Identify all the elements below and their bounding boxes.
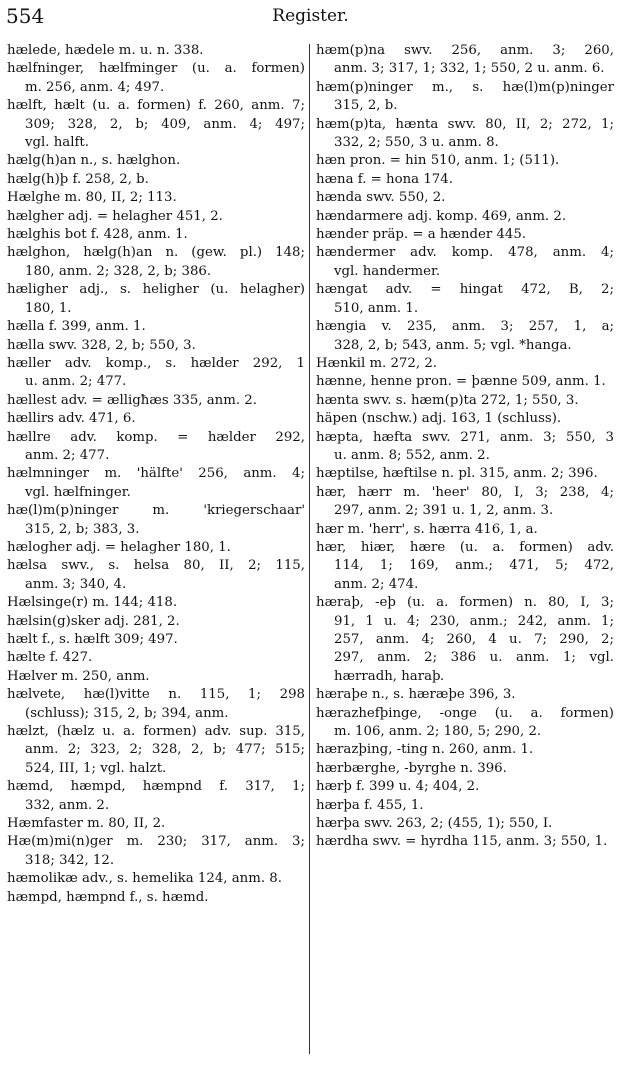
entry-line: Hælsinge(r) m. 144; 418. xyxy=(7,595,178,611)
entry-line: hæpta, hæfta swv. 271, anm. 3; 550, 3 xyxy=(316,429,614,445)
register-entry xyxy=(7,97,305,152)
entry-line: u. anm. 2; 477. xyxy=(25,374,127,390)
register-entry xyxy=(316,705,614,742)
entry-line: vgl. halft. xyxy=(25,135,89,151)
entry-line: hælg(h)an n., s. hælghon. xyxy=(7,153,181,169)
register-entry xyxy=(7,355,305,392)
left-column xyxy=(7,42,305,907)
register-entry xyxy=(316,484,614,521)
register-entry xyxy=(316,79,614,116)
entry-line: vgl. hælfninger. xyxy=(25,484,131,500)
entry-line: hæptilse, hæftilse n. pl. 315, anm. 2; 396. xyxy=(316,466,598,482)
entry-line: m. 256, anm. 4; 497. xyxy=(25,79,165,95)
register-entry xyxy=(316,815,614,833)
entry-line: hær m. 'herr', s. hærra 416, 1, a. xyxy=(316,521,538,537)
register-entry xyxy=(7,594,305,612)
entry-line: hællirs adv. 471, 6. xyxy=(7,411,136,427)
entry-line: anm. 2; 477. xyxy=(25,447,110,463)
entry-line: hænder präp. = a hænder 445. xyxy=(316,227,527,243)
register-entry xyxy=(316,778,614,796)
entry-line: hælla swv. 328, 2, b; 550, 3. xyxy=(7,337,196,353)
entry-line: hælogher adj. = helagher 180, 1. xyxy=(7,539,231,555)
register-entry xyxy=(316,189,614,207)
register-entry xyxy=(7,686,305,723)
entry-line: 309; 328, 2, b; 409, anm. 4; 497; xyxy=(25,116,305,132)
entry-line: hæm(p)ninger m., s. hæ(l)m(p)ninger xyxy=(316,79,614,95)
entry-line: anm. 3; 340, 4. xyxy=(25,576,127,592)
entry-line: hælvete, hæ(l)vitte n. 115, 1; 298 xyxy=(7,687,305,703)
register-entry xyxy=(316,208,614,226)
running-title: Register. xyxy=(272,6,349,26)
register-entry xyxy=(316,429,614,466)
register-entry xyxy=(7,152,305,170)
entry-line: hæm(p)na swv. 256, anm. 3; 260, xyxy=(316,43,614,58)
register-entry xyxy=(316,833,614,851)
entry-line: hændarmere adj. komp. 469, anm. 2. xyxy=(316,208,567,224)
entry-line: 114, 1; 169, anm.; 471, 5; 472, xyxy=(334,558,614,574)
right-column xyxy=(316,42,614,852)
entry-line: hælte f. 427. xyxy=(7,650,93,666)
entry-line: 297, anm. 2; 391 u. 1, 2, anm. 3. xyxy=(334,503,554,519)
entry-line: hæligher adj., s. heligher (u. helagher) xyxy=(7,282,305,298)
entry-line: hæraþe n., s. hæræþe 396, 3. xyxy=(316,687,516,703)
register-entry xyxy=(7,42,305,60)
register-entry xyxy=(7,318,305,336)
entry-line: anm. 1. xyxy=(555,374,606,390)
register-entry xyxy=(7,392,305,410)
register-entry xyxy=(316,465,614,483)
register-entry xyxy=(316,686,614,704)
register-entry xyxy=(316,760,614,778)
entry-line: hællre adv. komp. = hælder 292, xyxy=(7,429,305,445)
entry-line: anm. 6. xyxy=(554,61,605,77)
entry-line: 332, 2; 550, 3 u. anm. 8. xyxy=(334,135,499,151)
register-entry xyxy=(7,281,305,318)
entry-line: 315, 2, b; 383, 3. xyxy=(25,521,140,537)
register-entry xyxy=(316,797,614,815)
entry-line: hændermer adv. komp. 478, anm. 4; xyxy=(316,245,614,261)
entry-line: hælt f., s. hælft 309; 497. xyxy=(7,632,178,647)
entry-line: hærþa swv. 263, 2; (455, 1); 550, I. xyxy=(316,816,553,832)
entry-line: hælsa swv., s. helsa 80, II, 2; 115, xyxy=(7,558,305,574)
register-entry xyxy=(316,152,614,170)
register-entry xyxy=(7,208,305,226)
entry-line: hælghon, hælg(h)an n. (gew. pl.) 148; xyxy=(7,245,305,261)
entry-line: hælla f. 399, anm. 1. xyxy=(7,319,146,335)
register-entry xyxy=(7,189,305,207)
entry-line: 524, III, 1; vgl. halzt. xyxy=(25,760,167,776)
entry-line: hærradh, haraþ. xyxy=(334,668,445,684)
entry-line: 318; 342, 12. xyxy=(25,852,115,868)
entry-line: 91, 1 u. 4; 230, anm.; 242, anm. 1; xyxy=(334,613,614,629)
register-entry xyxy=(316,42,614,79)
entry-line: hænta swv. s. hæm(p)ta 272, 1; 550, 3. xyxy=(316,392,579,408)
register-entry xyxy=(316,171,614,189)
register-entry xyxy=(7,889,305,907)
register-entry xyxy=(316,539,614,594)
entry-line: 297, anm. 2; 386 u. anm. 1; vgl. xyxy=(334,650,614,666)
register-entry xyxy=(7,244,305,281)
entry-line: hær, hiær, hære (u. a. formen) adv. xyxy=(316,539,614,555)
register-entry xyxy=(7,668,305,686)
entry-line: hærþa f. 455, 1. xyxy=(316,797,424,813)
register-entry xyxy=(7,410,305,428)
register-entry xyxy=(316,392,614,410)
register-entry xyxy=(316,521,614,539)
entry-line: hælede, hædele m. u. n. 338. xyxy=(7,43,204,58)
entry-line: u. anm. 8; 552, anm. 2. xyxy=(334,447,490,463)
entry-line: Hænkil m. 272, 2. xyxy=(316,355,438,371)
register-entry xyxy=(7,631,305,649)
entry-line: hæm(p)ta, hænta swv. 80, II, 2; 272, 1; xyxy=(316,116,614,132)
register-entry xyxy=(7,502,305,539)
entry-line: hælsin(g)sker adj. 281, 2. xyxy=(7,613,180,629)
register-entry xyxy=(7,465,305,502)
entry-line: Hæ(m)mi(n)ger m. 230; 317, anm. 3; xyxy=(7,834,305,850)
entry-line: hælfninger, hælfminger (u. a. formen) xyxy=(7,61,305,77)
entry-line: anm. 2; 323, 2; 328, 2, b; 477; 515; xyxy=(25,742,305,758)
entry-line: hænda swv. 550, 2. xyxy=(316,190,446,206)
entry-line: hæna f. = hona 174. xyxy=(316,171,453,187)
entry-line: vgl. handermer. xyxy=(334,263,441,279)
register-entry xyxy=(7,613,305,631)
column-divider xyxy=(309,44,310,1054)
register-entry xyxy=(316,116,614,153)
entry-line: Hæmfaster m. 80, II, 2. xyxy=(7,816,166,832)
entry-line: 510, anm. 1. xyxy=(334,300,419,316)
entry-line: anm. 2; 474. xyxy=(334,576,419,592)
page-header xyxy=(6,4,615,32)
register-entry xyxy=(7,60,305,97)
register-entry xyxy=(7,778,305,815)
entry-line: hæmolikæ adv., s. hemelika 124, anm. 8. xyxy=(7,871,282,887)
entry-line: hælg(h)þ f. 258, 2, b. xyxy=(7,171,149,187)
entry-line: hæn pron. = hin 510, anm. 1; (511). xyxy=(316,153,560,169)
entry-line: Hælver m. 250, anm. xyxy=(7,668,150,684)
entry-line: 328, 2, b; 543, anm. 5; vgl. *hanga. xyxy=(334,337,572,353)
register-entry xyxy=(316,318,614,355)
entry-line: hæraþ, -eþ (u. a. formen) n. 80, I, 3; xyxy=(316,595,614,611)
entry-line: hælgher adj. = helagher 451, 2. xyxy=(7,208,223,224)
register-entry xyxy=(316,355,614,373)
entry-line: 550, 1. xyxy=(560,834,608,850)
register-entry xyxy=(7,833,305,870)
entry-line: Hælghe m. 80, II, 2; 113. xyxy=(7,190,177,206)
entry-line: hærbærghe, -byrghe n. 396. xyxy=(316,760,507,776)
entry-line: hærþ f. 399 u. 4; 404, 2. xyxy=(316,779,480,795)
register-entry xyxy=(316,244,614,281)
entry-line: 257, anm. 4; 260, 4 u. 7; 290, 2; xyxy=(334,632,614,647)
register-entry xyxy=(316,594,614,686)
entry-line: hængat adv. = hingat 472, B, 2; xyxy=(316,282,614,298)
entry-line: hælft, hælt (u. a. formen) f. 260, anm. 7; xyxy=(7,98,305,114)
entry-line: hærazhefþinge, -onge (u. a. formen) xyxy=(316,705,614,721)
entry-line: hælzt, (hælz u. a. formen) adv. sup. 315, xyxy=(7,724,305,740)
entry-line: hæmpd, hæmpnd f., s. hæmd. xyxy=(7,889,209,905)
entry-line: hæller adv. komp., s. hælder 292, 1 xyxy=(7,355,305,371)
entry-line: 180, anm. 2; 328, 2, b; 386. xyxy=(25,263,212,279)
register-entry xyxy=(316,281,614,318)
register-entry xyxy=(316,373,614,391)
register-entry xyxy=(7,337,305,355)
entry-line: häpen (nschw.) adj. 163, 1 (schluss). xyxy=(316,411,562,427)
entry-line: hællest adv. = ælligħæs 335, anm. 2. xyxy=(7,392,257,408)
entry-line: hæmd, hæmpd, hæmpnd f. 317, 1; xyxy=(7,779,305,795)
entry-line: hænne, henne pron. = þænne 509, xyxy=(316,374,552,390)
entry-line: hærazþing, -ting n. 260, anm. 1. xyxy=(316,742,534,758)
entry-line: 332, anm. 2. xyxy=(25,797,110,813)
register-entry xyxy=(7,429,305,466)
entry-line: hælmninger m. 'hälfte' 256, anm. 4; xyxy=(7,466,305,482)
register-entry xyxy=(316,226,614,244)
page-number: 554 xyxy=(6,4,45,28)
register-entry xyxy=(7,815,305,833)
entry-line: 180, 1. xyxy=(25,300,72,316)
entry-line: hæ(l)m(p)ninger m. 'kriegerschaar' xyxy=(7,503,305,519)
entry-line: anm. 3; 317, 1; 332, 1; 550, 2 u. xyxy=(334,61,551,77)
register-entry xyxy=(7,539,305,557)
entry-line: (schluss); 315, 2, b; 394, anm. xyxy=(25,705,229,721)
register-entry xyxy=(316,741,614,759)
entry-line: hærdha swv. = hyrdha 115, anm. 3; xyxy=(316,834,557,850)
register-entry xyxy=(7,649,305,667)
register-entry xyxy=(7,723,305,778)
register-entry xyxy=(7,870,305,888)
register-entry xyxy=(7,557,305,594)
entry-line: hængia v. 235, anm. 3; 257, 1, a; xyxy=(316,319,614,335)
entry-line: hælghis bot f. 428, anm. 1. xyxy=(7,227,188,243)
register-entry xyxy=(7,226,305,244)
entry-line: 315, 2, b. xyxy=(334,98,398,114)
register-entry xyxy=(316,410,614,428)
entry-line: m. 106, anm. 2; 180, 5; 290, 2. xyxy=(334,724,542,740)
register-entry xyxy=(7,171,305,189)
entry-line: hær, hærr m. 'heer' 80, I, 3; 238, 4; xyxy=(316,484,614,500)
